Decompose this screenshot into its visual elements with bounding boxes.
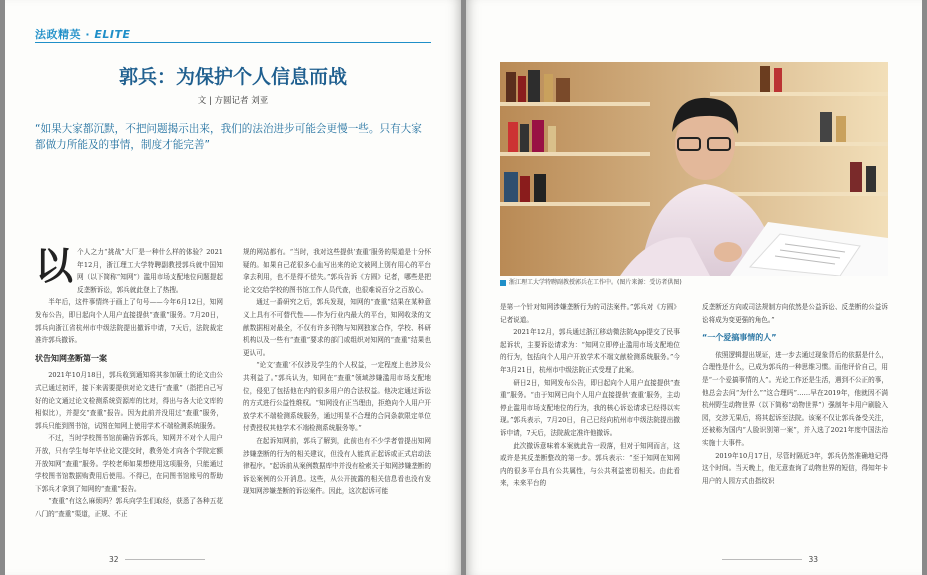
left-column-2 — [243, 246, 431, 498]
left-column-1 — [35, 246, 223, 520]
portrait-photo — [500, 62, 888, 276]
paragraph: 反垄断还方向或司法规制方向依然是公益诉讼、反垄断的公益诉讼将成为变更强的角色。” — [702, 303, 888, 324]
photo-illustration — [500, 62, 888, 276]
header-divider — [35, 42, 431, 43]
article-byline: 文 | 方圆记者 刘亚 — [197, 96, 269, 106]
subheading: 状告知网垄断第一案 — [35, 353, 107, 363]
paragraph-text: 个人之力“挑战”大厂是一种什么样的体验？2021年12月，浙江理工大学特聘副教授郭兵就中国知网（以下简称“知网”）滥用市场支配地位问题提起反垄断诉讼，郭兵就此登上了热搜。 — [77, 248, 223, 294]
right-column-2 — [702, 301, 888, 487]
article-title: 郭兵：为保护个人信息而战 — [118, 66, 347, 88]
page-number-left: 32 — [109, 555, 119, 564]
paragraph: 是第一个针对知网涉嫌垄断行为的司法案件。”郭兵对《方圆》记者说道。 — [500, 303, 680, 324]
page-number-right: 33 — [808, 555, 818, 564]
paragraph: 不过，当时学校图书馆前确告诉郭兵，知网并不对个人用户开放，只有学生每年毕业论文提交时，教务处才向各个学院定额开放知网“查重”服务。学校老师如果想使用这项服务，只能通过学校图书馆数据购费用后使用。不得已，在同图书馆账号的帮助下郭兵才拿到了知网的“查重”报告。 — [35, 434, 223, 493]
section-title: 法政精英 — [35, 28, 81, 41]
paragraph: “论文‘查重’不仅涉及学生的个人权益，一定程度上也涉及公共利益了。”郭兵认为，知网在“查重”领域涉嫌滥用市场支配地位，侵犯了包括他在内的很多用户的合法权益。他决定通过诉讼的方式进行公益性维权。“知网没有正当理由，拒绝向个人用户开放学术不端检测系统服务，通过明显不合理的合同条款限定单位付费授权其他学术不端检测系统服务等。” — [243, 361, 431, 433]
left-page — [5, 0, 461, 575]
paragraph: 2019年10月17日，尽管时隔近3年，郭兵仍然准确地记得这个时间。当天晚上，他无意查询了动物世界的短信，得知年卡用户的人园方式由指纹识 — [702, 451, 888, 485]
paragraph: 此次撤诉意味着本案就此告一段落，但对于知网而言，这或许是其反垄断整改的第一步。郭兵表示：“至于知网在知网内的很多平台具有公共属性，与公共利益密切相关。由此看来，未来平台的 — [500, 441, 680, 488]
header-dot: · — [81, 28, 95, 41]
photo-caption — [500, 277, 682, 286]
caption-marker-icon — [500, 280, 506, 286]
page-number-rule — [125, 559, 205, 560]
intro-paragraph — [35, 246, 223, 296]
paragraph: 依照逻辑提出规证，进一步去通过现象背后的依据是什么，合理性是什么，已成为郭兵的一种思维习惯。而他评价自己，用是“一个爱搞事情的人”。光论工作还是生活，遇到不公正的事，他总会去问“为什么”“这合理吗”……早在2019年，他就因不满杭州野生动物世界（以下简称“动物世界”）强制年卡用户刷脸入园，交涉无果后，将其起诉至法院。该案不仅让郭兵备受关注，还被称为国内“人脸识别第一案”，并入选了2021年度中国法治实施十大事件。 — [702, 350, 888, 447]
section-elite: ELITE — [94, 28, 131, 41]
paragraph: 半年后，这件事情终于画上了句号——今年6月12日，知网发布公告，即日起向个人用户直接提供“查重”服务。7月20日，郭兵向浙江省杭州市中级法院提出撤诉申请，7天后，法院裁定准许郭兵撤诉。 — [35, 298, 223, 345]
pull-quote: “如果大家都沉默，不把问题揭示出来，我们的法治进步可能会更慢一些。只有大家都做力所能及的事情，制度才能完善” — [35, 123, 422, 151]
page-number-rule — [722, 559, 802, 560]
paragraph: 2021年10月18日，郭兵收到通知将其参加硕士的论文由公式已通过初评，接下来需要提供对论文进行“查重”（指把自己写好的论文通过论文检测系统资源库的比对，得出与各大论文库的相似比），并提交“查重”报告。因为此前并没用过“查重”服务，郭兵只能到图书馆，试图在知网上使用学术不端检测系统服务。 — [35, 371, 223, 430]
section-header — [35, 26, 130, 40]
right-page — [466, 0, 922, 575]
paragraph: 研日2日，知网发布公告，即日起向个人用户直接提供“查重”服务。“由于知网已向个人用户直接提供‘查重’服务，主动停止滥用市场支配地位的行为，我的核心诉讼请求已经得以实现。”郭兵表示，7月20日，自己已经向杭州市中级法院提出撤诉申请，7天后，法院裁定准许他撤诉。 — [500, 378, 680, 437]
paragraph: 2021年12月，郭兵通过浙江移动微法院App提交了民事起诉状，主要诉讼请求为：“知网立即停止滥用市场支配地位的行为，包括向个人用户开放学术不端文献检测系统服务。”今年3月21日，杭州市中级法院正式受理了此案。 — [500, 328, 680, 374]
subheading: “一个爱搞事情的人” — [702, 333, 777, 343]
magazine-spread — [5, 0, 922, 575]
paragraph: 规的网站都有。“当时，我对这些提供‘查重’服务的渠道是十分怀疑的。如果自己花很多心血写出来的论文被网上别有用心的平台拿去利用，也不是得不偿失。”郭兵告诉《方圆》记者，哪些是把论文交给学校的图书馆工作人员代查，也很难说百分之百放心。 — [243, 248, 431, 294]
caption-text: 浙江理工大学特聘副教授郭兵在工作中。(图片来源：受访者供图) — [509, 279, 682, 286]
paragraph: 通过一番研究之后，郭兵发现，知网的“查重”结果在某种意义上具有不可替代性——作为行业内最大的平台，知网收录的文献数据相对最全，不仅有许多刊物与知网独家合作，学校、科研机构以及一些有“查重”要求的部门或组织对知网的“查重”结果也更认可。 — [243, 298, 431, 357]
paragraph: 在起诉知网前，郭兵了解到，此前也有不少学者曾提出知网涉嫌垄断的行为的相关建议，但没有人能真正起诉或正式启动法律程序。“起诉前从案例数据库中并没有检索关于知网涉嫌垄断的诉讼案例的公开消息。这些，从公开披露的相关信息看也没有发现知网涉嫌垄断的诉讼案件。因此，这次起诉可能 — [243, 436, 431, 496]
drop-cap: 以 — [35, 244, 74, 288]
right-column-1 — [500, 301, 680, 490]
paragraph: “查重”有这么麻烦吗？郭兵向学生们取经，获悉了各种五花八门的“查重”渠道，正规、不正 — [35, 497, 223, 518]
